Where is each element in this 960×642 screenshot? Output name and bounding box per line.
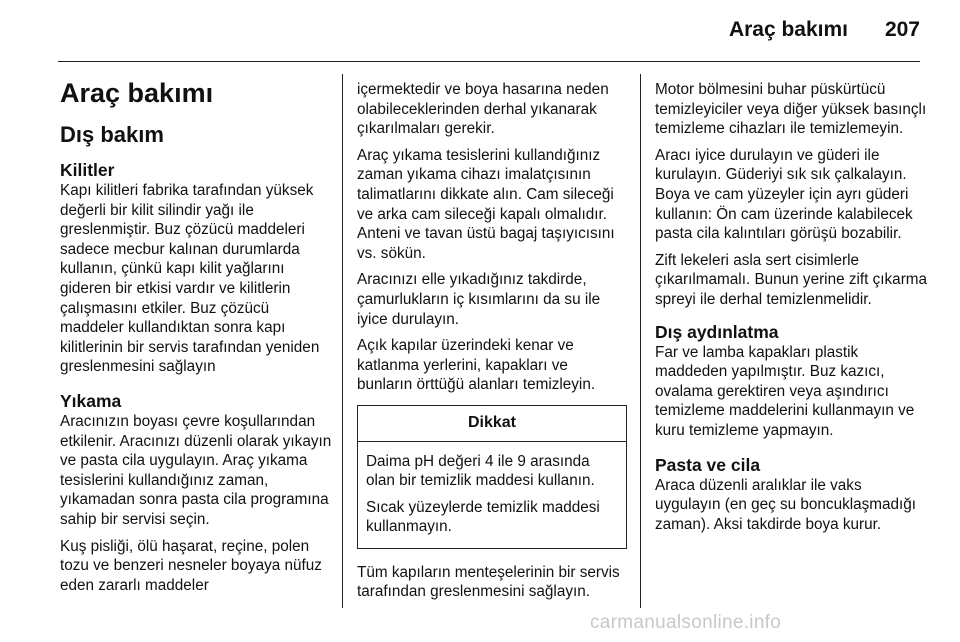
column-1 (60, 74, 335, 609)
section-kilitler (60, 160, 335, 377)
column-3 (655, 80, 930, 548)
chapter-title: Araç bakımı (60, 78, 214, 108)
paragraph: Aracı iyice durulayın ve güderi ile kurulayın. Güderiyi sık sık çalkalayın. Boya ve cam yüzeyler için ayrı güderi kullanın: Ön cam üzerinde kalabilecek pasta cila kalıntıları görüşü bozabilir. (655, 146, 913, 243)
notice-paragraph: Sıcak yüzeylerde temizlik maddesi kullanmayın. (366, 498, 600, 536)
running-title: Araç bakımı (728, 18, 848, 41)
section-pasta-cila (655, 455, 930, 535)
paragraph: Açık kapılar üzerindeki kenar ve katlanma yerlerini, kapakları ve bunların örttüğü alanları temizleyin. (357, 337, 596, 394)
paragraph: Araç yıkama tesislerini kullandığınız zaman yıkama cihazı imalatçısının talimatlarını dikkate alın. Cam sileceği ve arka cam sileceği kapalı olmalıdır. Anteni ve tavan üstü bagaj taşıyıcısını vs. sökün. (357, 146, 615, 262)
section-dis-aydinlatma (655, 322, 930, 441)
paragraph: Araca düzenli aralıklar ile vaks uygulayın (en geç su boncuklaşmadığı zaman). Aksi takdirde boya kurur. (655, 476, 917, 533)
column-2 (357, 80, 627, 609)
paragraph: Tüm kapıların menteşelerinin bir servis tarafından greslenmesini sağlayın. (357, 563, 620, 601)
page-number: 207 (884, 18, 920, 41)
paragraph: içermektedir ve boya hasarına neden olabileceklerinden derhal yıkanarak çıkarılmaları gerekir. (357, 81, 609, 138)
column-divider-2 (640, 74, 641, 608)
section-title: Dış bakım (60, 122, 164, 147)
paragraph: Kapı kilitleri fabrika tarafından yüksek değerli bir kilit silindir yağı ile greslenmiştir. Buz çözücü maddeleri sadece mecbur kalınan durumlarda kullanın, çünkü kapı kilit yağlarını gideren bir etkisi vardır ve kilitlerin çalışmasını etkiler. Buz çözücü maddeler kullandıktan sonra kapı kilitlerinin bir servis tarafından yeniden greslenmesini sağlayın (60, 182, 320, 376)
section-yikama (60, 391, 335, 595)
paragraph: Kuş pisliği, ölü haşarat, reçine, polen tozu ve benzeri nesneler boyaya nüfuz eden zararlı maddeler (60, 537, 322, 594)
paragraph: Aracınızı elle yıkadığınız takdirde, çamurlukların iç kısımlarını da su ile iyice durulayın. (357, 271, 601, 328)
subsection-title-pasta-cila: Pasta ve cila (655, 454, 761, 475)
paragraph: Aracınızın boyası çevre koşullarından etkilenir. Aracınızı düzenli olarak yıkayın ve pasta cila uygulayın. Araç yıkama tesislerini kullandığınız zaman, yıkamadan sonra pasta cila programına sahip bir servisi seçin. (60, 412, 332, 528)
notice-title: Dikkat (358, 406, 626, 442)
paragraph: Zift lekeleri asla sert cisimlerle çıkarılmamalı. Bunun yerine zift çıkarma spreyi ile derhal temizlenmelidir. (655, 251, 928, 308)
header-divider (58, 61, 920, 62)
subsection-title-yikama: Yıkama (60, 390, 122, 411)
notice-paragraph: Daima pH değeri 4 ile 9 arasında olan bir temizlik maddesi kullanın. (366, 452, 595, 490)
notice-box (357, 405, 627, 549)
watermark-text: carmanualsonline.info (590, 612, 782, 633)
subsection-title-dis-aydinlatma: Dış aydınlatma (655, 321, 779, 342)
subsection-title-kilitler: Kilitler (60, 160, 115, 180)
page-header (0, 0, 960, 62)
paragraph: Far ve lamba kapakları plastik maddeden yapılmıştır. Buz kazıcı, ovalama gerektiren veya aşındırıcı temizleme maddelerini kullanmayın ve kuru temizleme yapmayın. (655, 343, 915, 439)
notice-body (358, 442, 626, 548)
paragraph: Motor bölmesini buhar püskürtücü temizleyiciler veya diğer yüksek basınçlı temizleme cihazları ile temizlemeyin. (655, 81, 927, 138)
column-divider-1 (342, 74, 343, 608)
